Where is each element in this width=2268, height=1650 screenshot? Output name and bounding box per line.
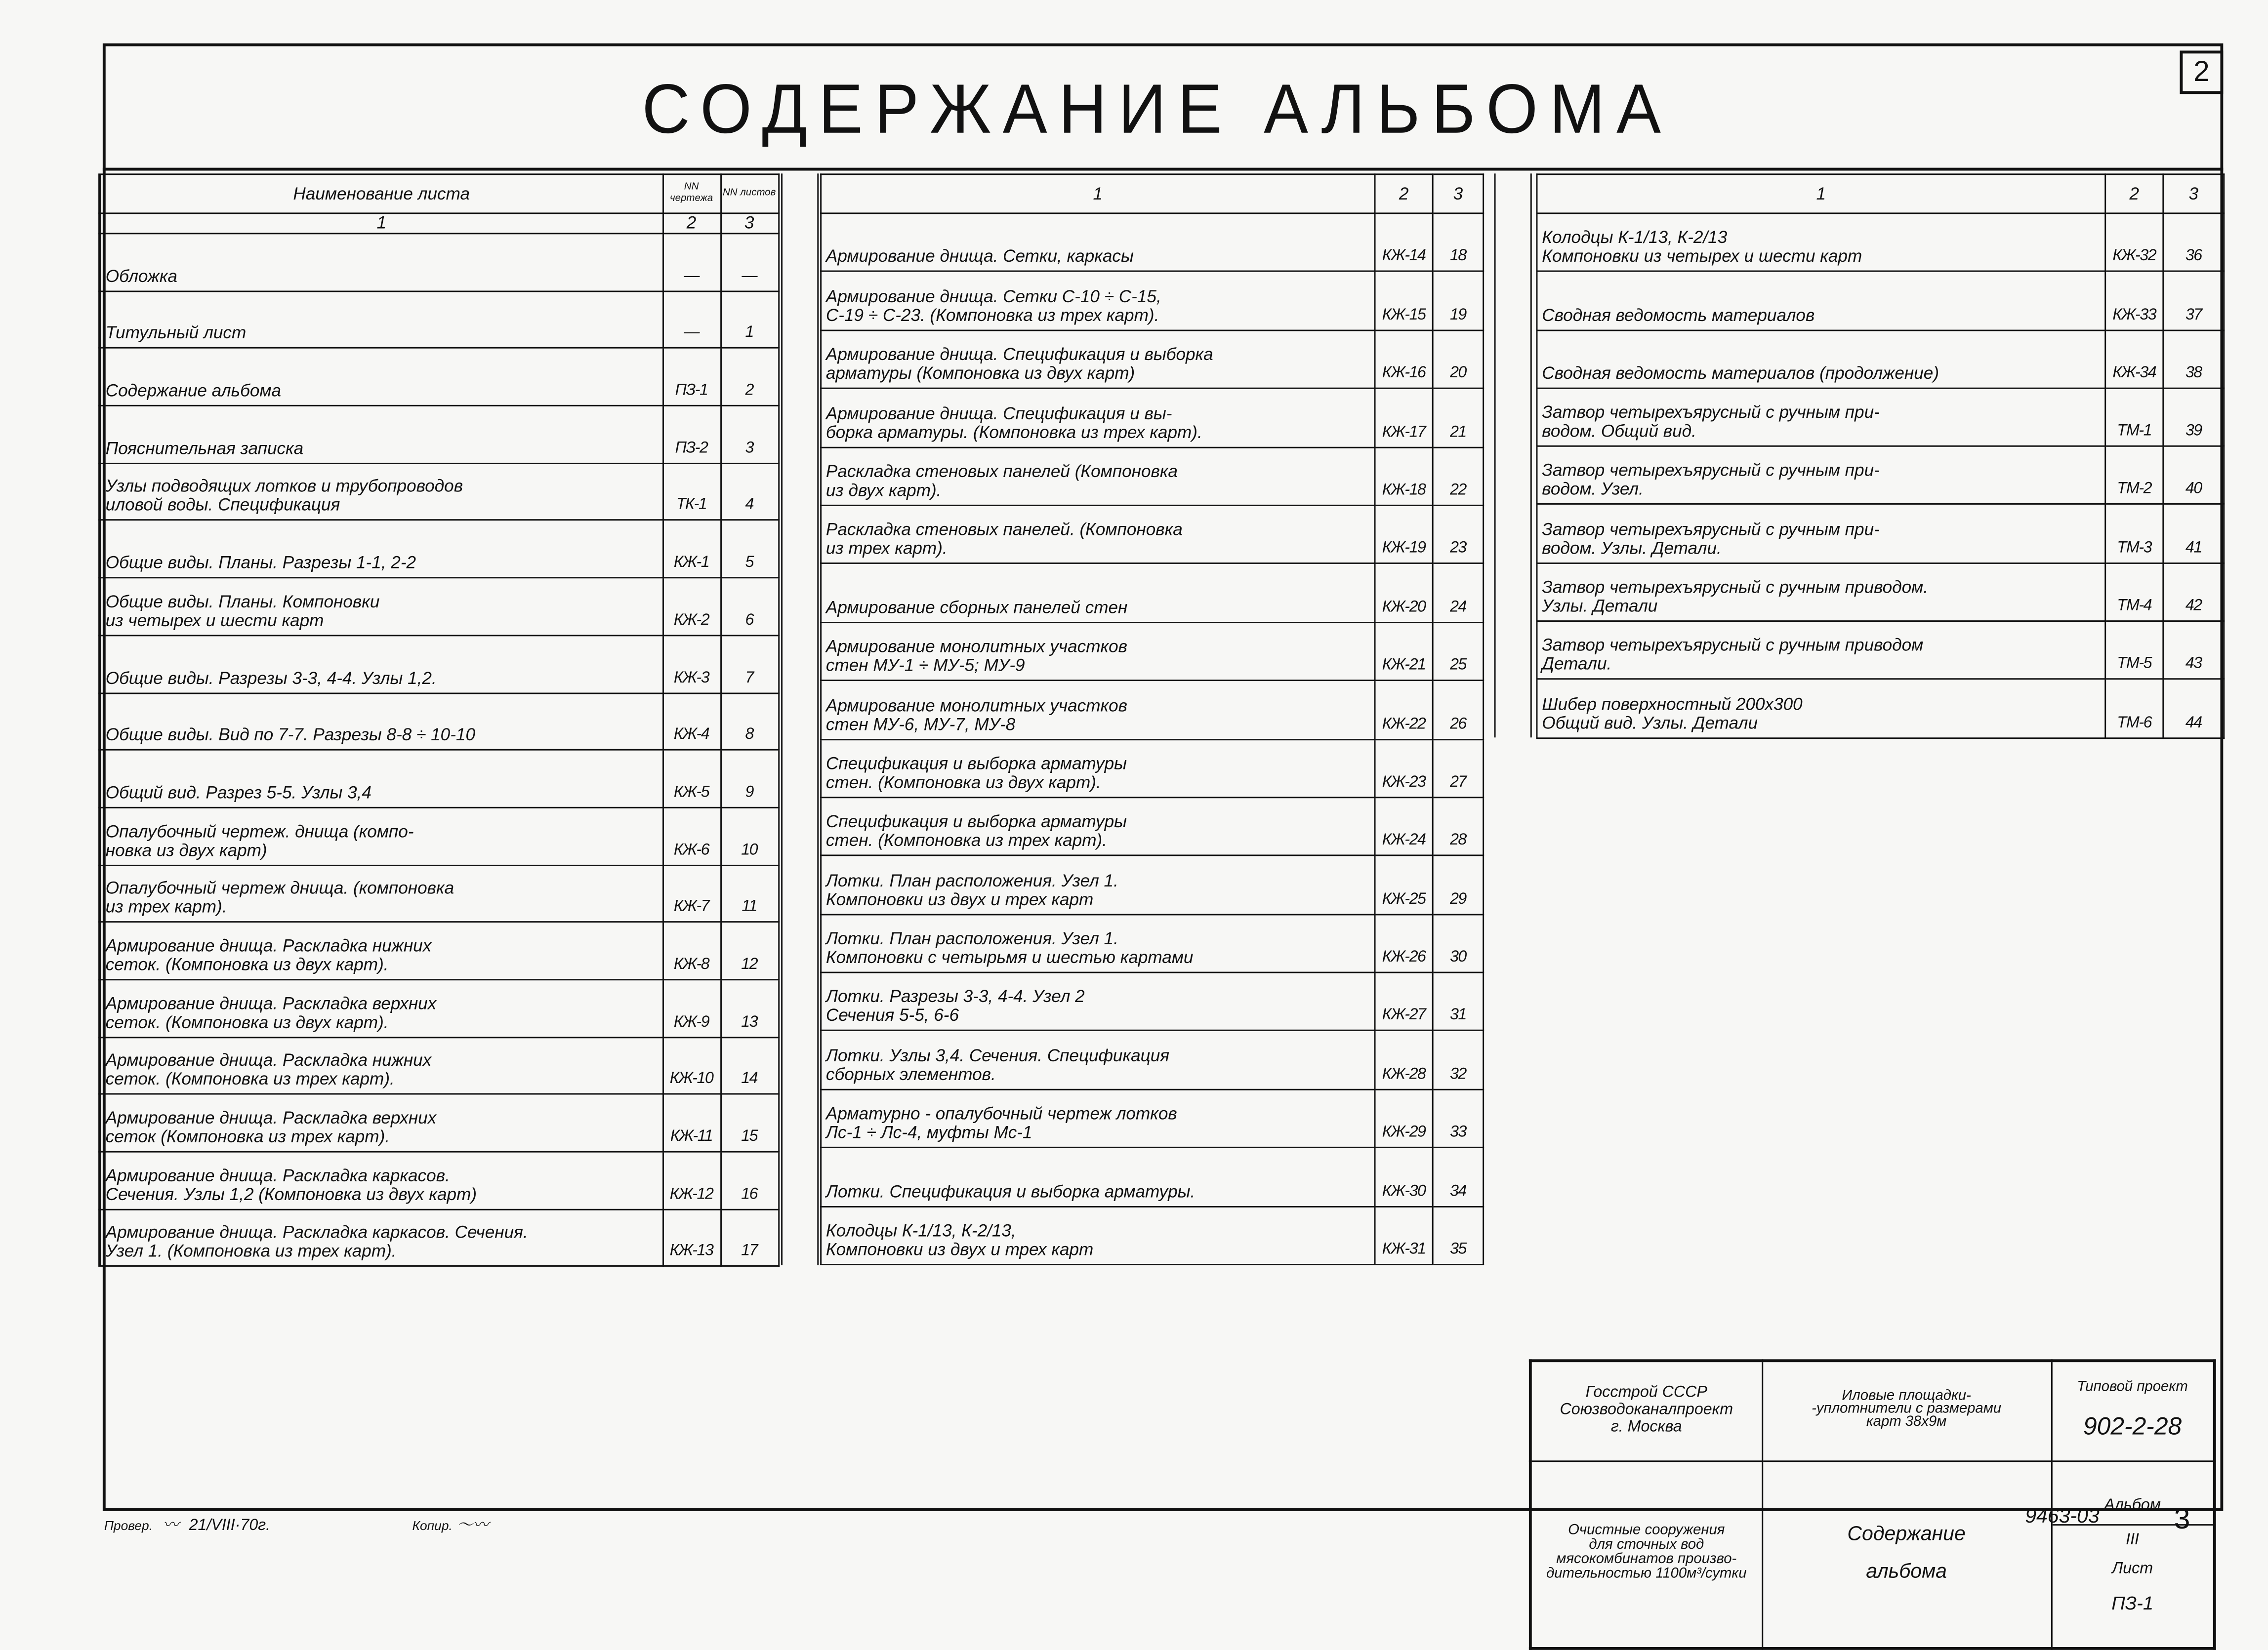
sheet-name: Узлы подводящих лотков и трубопроводов иловой воды. Спецификация <box>100 463 662 521</box>
sheet-count: 43 <box>2163 621 2224 680</box>
sheet-name: Общие виды. Вид по 7-7. Разрезы 8-8 ÷ 10-10 <box>100 693 662 750</box>
drawing-number: КЖ-2 <box>662 578 720 635</box>
album-label: Альбом <box>2104 1496 2161 1514</box>
sheet-name: Армирование днища. Раскладка нижних сеток. (Компоновка из трех карт). <box>100 1037 662 1094</box>
sheet-count: 42 <box>2163 563 2224 621</box>
sheet-count: 34 <box>1433 1148 1483 1206</box>
sheet-name: Армирование днища. Сетки, каркасы <box>821 213 1375 272</box>
sheet-name: Титульный лист <box>100 291 662 348</box>
drawing-number: КЖ-33 <box>2105 272 2163 330</box>
sheet-count: 36 <box>2163 213 2224 272</box>
album-sheet-cell <box>2051 1461 2215 1649</box>
sheet-name: Армирование монолитных участков стен МУ-6, МУ-7, МУ-8 <box>821 681 1375 739</box>
table-row <box>100 1094 778 1152</box>
object-description: Очистные сооружения для сточных вод мясокомбинатов произво- дительностью 1100м³/сутки <box>1530 1461 1762 1649</box>
typical-label: Типовой проект <box>2077 1379 2188 1396</box>
sheet-name: Армирование днища. Спецификация и выборка арматуры (Компоновка из двух карт) <box>821 330 1375 388</box>
sheet-name: Общие виды. Планы. Компоновки из четырех и шести карт <box>100 578 662 635</box>
drawing-number: КЖ-5 <box>662 750 720 807</box>
drawing-number: КЖ-14 <box>1375 213 1433 272</box>
sheet-name: Общий вид. Разрез 5-5. Узлы 3,4 <box>100 750 662 807</box>
contents-table-1 <box>98 173 779 1267</box>
sheet-count: 41 <box>2163 505 2224 563</box>
sheet-count: 6 <box>720 578 778 635</box>
sheet-name: Спецификация и выборка арматуры стен. (Компоновка из двух карт). <box>821 739 1375 797</box>
drawing-number: ПЗ-2 <box>662 405 720 463</box>
drawing-number: КЖ-3 <box>662 635 720 692</box>
table-row <box>100 234 778 291</box>
sheet-name: Лотки. План расположения. Узел 1. Компоновки с четырьмя и шестью картами <box>821 914 1375 972</box>
sheet-name: Затвор четырехъярусный с ручным при- водом. Узлы. Детали. <box>1537 505 2105 563</box>
sheet-count: 9 <box>720 750 778 807</box>
sheet-name: Затвор четырехъярусный с ручным приводом Детали. <box>1537 621 2105 680</box>
sheet-count: 20 <box>1433 330 1483 388</box>
title-divider <box>103 168 2223 171</box>
drawing-number: КЖ-13 <box>662 1209 720 1266</box>
sheet-name: Обложка <box>100 234 662 291</box>
table-row <box>821 1206 1484 1264</box>
sheet-count: 38 <box>2163 330 2224 388</box>
header-sheets: NN листов <box>720 174 778 213</box>
drawing-number: КЖ-19 <box>1375 505 1433 563</box>
sheet-count: 32 <box>1433 1031 1483 1089</box>
drawing-number: КЖ-16 <box>1375 330 1433 388</box>
sheet-name: Спецификация и выборка арматуры стен. (Компоновка из трех карт). <box>821 798 1375 856</box>
sheet-name: Опалубочный чертеж. днища (компо- новка из двух карт) <box>100 807 662 865</box>
col-number: 2 <box>662 213 720 234</box>
table-row <box>100 405 778 463</box>
drawing-number: КЖ-34 <box>2105 330 2163 388</box>
drawing-number: КЖ-10 <box>662 1037 720 1094</box>
col-number: 3 <box>2163 174 2224 213</box>
drawing-number: КЖ-6 <box>662 807 720 865</box>
sheet-name: Армирование днища. Раскладка верхних сеток (Компоновка из трех карт). <box>100 1094 662 1152</box>
sheet-name: Лотки. План расположения. Узел 1. Компоновки из двух и трех карт <box>821 856 1375 914</box>
col-number: 1 <box>100 213 662 234</box>
drawing-number: КЖ-12 <box>662 1152 720 1209</box>
table-row <box>100 463 778 521</box>
signature-mark: 〰 <box>163 1515 179 1534</box>
drawing-number: КЖ-21 <box>1375 622 1433 681</box>
sheet-count: 24 <box>1433 563 1483 622</box>
sheet-count: 31 <box>1433 972 1483 1031</box>
drawing-number: КЖ-4 <box>662 693 720 750</box>
table-row <box>100 980 778 1037</box>
table-row <box>821 330 1484 388</box>
sheet-box <box>2052 1543 2213 1630</box>
sheet-count: 14 <box>720 1037 778 1094</box>
sheet-name: Лотки. Узлы 3,4. Сечения. Спецификация сборных элементов. <box>821 1031 1375 1089</box>
sheet-name: Армирование днища. Сетки С-10 ÷ С-15, С-19 ÷ С-23. (Компоновка из трех карт). <box>821 272 1375 330</box>
table-row <box>821 1148 1484 1206</box>
table-row <box>1537 680 2224 738</box>
sheet-count: 5 <box>720 521 778 578</box>
drawing-number: ТМ-4 <box>2105 563 2163 621</box>
table-row <box>821 389 1484 447</box>
table-row <box>821 622 1484 681</box>
sheet-name: Пояснительная записка <box>100 405 662 463</box>
drawing-number: ТМ-1 <box>2105 388 2163 446</box>
drawing-number: КЖ-7 <box>662 865 720 922</box>
drawing-number: КЖ-22 <box>1375 681 1433 739</box>
table-separator <box>781 173 819 1265</box>
table-separator <box>1494 173 1532 737</box>
project-name: Иловые площадки- -уплотнители с размерами карт 38х9м <box>1762 1361 2051 1461</box>
table-row <box>1537 621 2224 680</box>
drawing-number: КЖ-15 <box>1375 272 1433 330</box>
sheet-count: 23 <box>1433 505 1483 563</box>
drawing-number: КЖ-29 <box>1375 1089 1433 1148</box>
table-row <box>821 272 1484 330</box>
drawing-number: КЖ-25 <box>1375 856 1433 914</box>
contents-table-3 <box>1536 173 2225 738</box>
sheet-name: Общие виды. Разрезы 3-3, 4-4. Узлы 1,2. <box>100 635 662 692</box>
sheet-name: Армирование днища. Раскладка нижних сеток. (Компоновка из двух карт). <box>100 922 662 979</box>
sheet-name: Затвор четырехъярусный с ручным приводом. Узлы. Детали <box>1537 563 2105 621</box>
sheet-name: Армирование днища. Раскладка каркасов. Сечения. Узел 1. (Компоновка из трех карт). <box>100 1209 662 1266</box>
table-row <box>100 291 778 348</box>
sheet-count: 18 <box>1433 213 1483 272</box>
sheet-name: Шибер поверхностный 200х300 Общий вид. Узлы. Детали <box>1537 680 2105 738</box>
col-number: 3 <box>1433 174 1483 213</box>
typical-project <box>2051 1361 2215 1461</box>
sheet-count: 44 <box>2163 680 2224 738</box>
sheet-count: 37 <box>2163 272 2224 330</box>
table-row <box>821 914 1484 972</box>
drawing-number: КЖ-30 <box>1375 1148 1433 1206</box>
sheet-count: 15 <box>720 1094 778 1152</box>
table-row <box>100 635 778 692</box>
table-row <box>1537 330 2224 388</box>
organization: Госстрой СССР Союзводоканалпроект г. Москва <box>1530 1361 1762 1461</box>
sheet-count: 11 <box>720 865 778 922</box>
page-title: СОДЕРЖАНИЕ АЛЬБОМА <box>642 69 1673 148</box>
drawing-number: КЖ-8 <box>662 922 720 979</box>
sheet-count: 40 <box>2163 446 2224 505</box>
sheet-name: Раскладка стеновых панелей. (Компоновка из трех карт). <box>821 505 1375 563</box>
table-row <box>100 521 778 578</box>
drawing-number: КЖ-31 <box>1375 1206 1433 1264</box>
table-row <box>100 865 778 922</box>
drawing-number: КЖ-1 <box>662 521 720 578</box>
sheet-count: 25 <box>1433 622 1483 681</box>
page-footer-number: 3 <box>2174 1504 2190 1536</box>
archive-number: 9463-03 <box>2025 1504 2100 1527</box>
sheet-name: Сводная ведомость материалов (продолжение) <box>1537 330 2105 388</box>
drawing-number: ТМ-3 <box>2105 505 2163 563</box>
drawing-number: — <box>662 234 720 291</box>
col-number: 1 <box>821 174 1375 213</box>
sheet-count: 8 <box>720 693 778 750</box>
table-row <box>100 348 778 405</box>
drawing-number: КЖ-11 <box>662 1094 720 1152</box>
header-name: Наименование листа <box>100 174 662 213</box>
table-row <box>100 807 778 865</box>
sheet-count: 39 <box>2163 388 2224 446</box>
sheet-name: Опалубочный чертеж днища. (компоновка из трех карт). <box>100 865 662 922</box>
sheet-name: Затвор четырехъярусный с ручным при- водом. Узел. <box>1537 446 2105 505</box>
table-row <box>821 505 1484 563</box>
sheet-name: Лотки. Разрезы 3-3, 4-4. Узел 2 Сечения 5-5, 6-6 <box>821 972 1375 1031</box>
col-number: 2 <box>2105 174 2163 213</box>
table-row <box>1537 388 2224 446</box>
sheet-name: Арматурно - опалубочный чертеж лотков Лс-1 ÷ Лс-4, муфты Мс-1 <box>821 1089 1375 1148</box>
drawing-number: КЖ-28 <box>1375 1031 1433 1089</box>
table-row <box>100 1037 778 1094</box>
table-row <box>100 693 778 750</box>
drawing-number: КЖ-9 <box>662 980 720 1037</box>
sheet-count: 28 <box>1433 798 1483 856</box>
sheet-count: 29 <box>1433 856 1483 914</box>
sheet-count: 1 <box>720 291 778 348</box>
page-number: 2 <box>2180 50 2223 94</box>
sheet-count: 21 <box>1433 389 1483 447</box>
sheet-name: Армирование днища. Спецификация и вы- борка арматуры. (Компоновка из трех карт). <box>821 389 1375 447</box>
table-row <box>821 856 1484 914</box>
sheet-count: 16 <box>720 1152 778 1209</box>
table-row <box>100 922 778 979</box>
drawing-number: КЖ-27 <box>1375 972 1433 1031</box>
sheet-count: 7 <box>720 635 778 692</box>
sheet-count: 27 <box>1433 739 1483 797</box>
sheet-count: 26 <box>1433 681 1483 739</box>
sheet-name: Общие виды. Планы. Разрезы 1-1, 2-2 <box>100 521 662 578</box>
sheet-count: 33 <box>1433 1089 1483 1148</box>
drawing-number: — <box>662 291 720 348</box>
sheet-count: 10 <box>720 807 778 865</box>
sheet-name: Армирование днища. Раскладка верхних сеток. (Компоновка из двух карт). <box>100 980 662 1037</box>
sheet-count: 2 <box>720 348 778 405</box>
drawing-number: ПЗ-1 <box>662 348 720 405</box>
drawing-number: КЖ-17 <box>1375 389 1433 447</box>
sheet-count: 13 <box>720 980 778 1037</box>
sheet-name: Колодцы К-1/13, К-2/13 Компоновки из четырех и шести карт <box>1537 213 2105 272</box>
copied-signature <box>412 1513 489 1536</box>
checked-label: Провер. <box>104 1518 153 1533</box>
sheet-name: Армирование сборных панелей стен <box>821 563 1375 622</box>
drawing-number: КЖ-18 <box>1375 447 1433 505</box>
col-number: 3 <box>720 213 778 234</box>
contents-table-2 <box>820 173 1484 1265</box>
drawing-number: КЖ-32 <box>2105 213 2163 272</box>
table-row <box>821 972 1484 1031</box>
table-row <box>100 1209 778 1266</box>
copied-label: Копир. <box>412 1518 453 1533</box>
table-row <box>1537 505 2224 563</box>
table-row <box>1537 446 2224 505</box>
sheet-count: 3 <box>720 405 778 463</box>
table-row <box>1537 213 2224 272</box>
sheet-name: Сводная ведомость материалов <box>1537 272 2105 330</box>
sheet-count: 12 <box>720 922 778 979</box>
sheet-title: Содержание альбома <box>1762 1461 2051 1649</box>
table-row <box>821 739 1484 797</box>
table-row <box>100 750 778 807</box>
drawing-number: ТМ-5 <box>2105 621 2163 680</box>
sheet-count: 19 <box>1433 272 1483 330</box>
table-row <box>821 1089 1484 1148</box>
sheet-name: Армирование днища. Раскладка каркасов. Сечения. Узлы 1,2 (Компоновка из двух карт) <box>100 1152 662 1209</box>
sheet-count: 17 <box>720 1209 778 1266</box>
sheet-count: 30 <box>1433 914 1483 972</box>
drawing-number: КЖ-23 <box>1375 739 1433 797</box>
drawing-number: КЖ-26 <box>1375 914 1433 972</box>
sheet-name: Содержание альбома <box>100 348 662 405</box>
table-row <box>821 447 1484 505</box>
sheet-name: Колодцы К-1/13, К-2/13, Компоновки из двух и трех карт <box>821 1206 1375 1264</box>
table-row <box>100 1152 778 1209</box>
sheet-count: — <box>720 234 778 291</box>
signature-mark: 〜〰 <box>456 1517 489 1534</box>
table-row <box>1537 272 2224 330</box>
sheet-name: Лотки. Спецификация и выборка арматуры. <box>821 1148 1375 1206</box>
drawing-number: КЖ-20 <box>1375 563 1433 622</box>
table-row <box>821 213 1484 272</box>
checked-signature <box>104 1513 270 1536</box>
sheet-count: 22 <box>1433 447 1483 505</box>
sheet-name: Раскладка стеновых панелей (Компоновка из двух карт). <box>821 447 1375 505</box>
checked-date: 21/VIII·70г. <box>189 1517 271 1534</box>
table-row <box>821 1031 1484 1089</box>
album-number: III <box>2126 1531 2140 1549</box>
sheet-count: 35 <box>1433 1206 1483 1264</box>
drawing-number: КЖ-24 <box>1375 798 1433 856</box>
drawing-number: ТК-1 <box>662 463 720 521</box>
sheet-name: Армирование монолитных участков стен МУ-1 ÷ МУ-5; МУ-9 <box>821 622 1375 681</box>
sheet-label: Лист <box>2112 1560 2153 1578</box>
drawing-number: ТМ-2 <box>2105 446 2163 505</box>
sheet-number: ПЗ-1 <box>2111 1592 2154 1614</box>
col-number: 2 <box>1375 174 1433 213</box>
title-block <box>1529 1359 2216 1650</box>
typical-number: 902-2-28 <box>2083 1412 2182 1441</box>
table-row <box>821 681 1484 739</box>
table-row <box>821 798 1484 856</box>
sheet-name: Затвор четырехъярусный с ручным при- водом. Общий вид. <box>1537 388 2105 446</box>
table-row <box>100 578 778 635</box>
drawing-number: ТМ-6 <box>2105 680 2163 738</box>
col-number: 1 <box>1537 174 2105 213</box>
table-row <box>1537 563 2224 621</box>
table-row <box>821 563 1484 622</box>
header-drawing: NN чертежа <box>662 174 720 213</box>
sheet-count: 4 <box>720 463 778 521</box>
